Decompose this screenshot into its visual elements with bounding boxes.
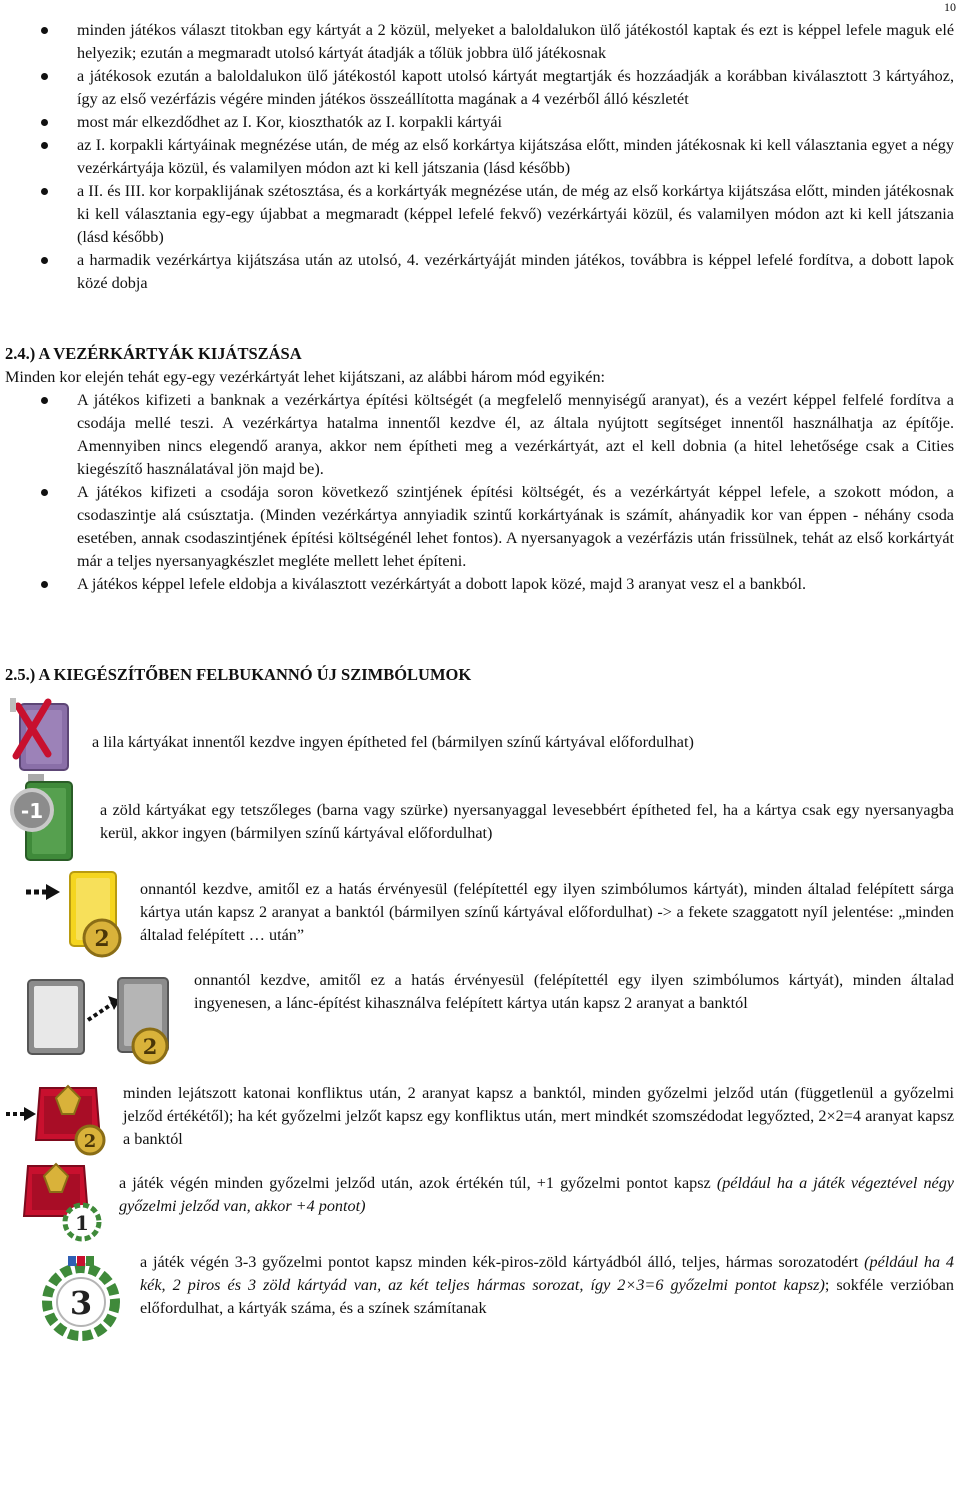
- chain-build-coin-icon: [22, 968, 174, 1066]
- page-number: 10: [944, 0, 956, 14]
- victory-token-point-icon: [22, 1156, 106, 1242]
- list-item: a harmadik vezérkártya kijátszása után az utolsó, 4. vezérkártyáját minden játékos, továbbra is képpel lefelé fordítva, a dobott lapok közé dobja: [0, 249, 960, 295]
- symbol-text-victory-example: (például ha a játék végeztével négy győzelmi jelződ van, akkor +4 pontot): [119, 1174, 954, 1215]
- laurel-three-points-icon: [38, 1252, 124, 1346]
- symbol-text-laurel-tail: ; sokféle verzióban előfordulhat, a kártyák száma, és a színek számítanak: [140, 1276, 954, 1317]
- green-card-discount-icon: [4, 772, 84, 864]
- section-heading-2-5: 2.5.) A KIEGÉSZÍTŐBEN FELBUKANNÓ ÚJ SZIMBÓLUMOK: [5, 665, 472, 684]
- symbol-text-victory: [119, 1172, 954, 1218]
- symbol-text-chain: onnantól kezdve, amitől ez a hatás érvényesül (felépítettél egy ilyen szimbólumos kártyát), minden általad ingyenesen, a lánc-építést kihasználva felépített kártya után kapsz 2 aranyat a banktól: [194, 971, 954, 1012]
- purple-card-free-icon: [4, 696, 72, 772]
- list-item: a játékosok ezután a baloldalukon ülő játékostól kapott utolsó kártyát megtartják és hozzáadják a korábban kiválasztott 3 kártyához, így az első vezérfázis végére minden játékos összeállította magának a 4 vezérből álló készletét: [0, 65, 960, 111]
- list-item: A játékos képpel lefele eldobja a kiválasztott vezérkártyát a dobott lapok közé, majd 3 aranyat vesz el a bankból.: [0, 573, 960, 596]
- military-victory-coin-icon: [4, 1074, 108, 1156]
- list-item: minden játékos választ titokban egy kártyát a 2 közül, melyeket a baloldalukon ülő játékostól kaptak és ezt is képpel lefele maguk elé helyezik; ezután a megmaradt utolsó kártyát átadják a tőlük jobbra ülő játékosnak: [0, 19, 960, 65]
- svg-text:3: 3: [69, 1284, 93, 1322]
- section-intro: Minden kor elején tehát egy-egy vezérkártyát lehet kijátszani, az alábbi három mód egyikén:: [5, 368, 606, 386]
- list-item: A játékos kifizeti a csodája soron következő szintjének építési költségét, és a vezérkártyát képpel lefele, a szokott módon, a csodaszintje alá csúsztatja. (Minden vezérkártya annyiadik szintű korkártyának is számít, ahányadik kor van éppen - néhány csoda esetében, annak csodaszintjének építési költségénél lehet fontos). A nyersanyagok a vezérfázis után frissülnek, tehát az első korkártyát már a teljes nyersanyagkészlet megléte mellett lehet építeni.: [0, 481, 960, 573]
- section-heading-2-4: 2.4.) A VEZÉRKÁRTYÁK KIJÁTSZÁSA: [5, 344, 302, 363]
- svg-text:2: 2: [83, 1131, 97, 1152]
- leader-play-options-list: [0, 389, 960, 596]
- svg-text:-1: -1: [20, 799, 44, 823]
- symbol-text-victory-main: a játék végén minden győzelmi jelződ után, azok értékén túl, +1 győzelmi pontot kapsz: [119, 1174, 717, 1192]
- svg-text:1: 1: [75, 1211, 89, 1235]
- symbol-text-purple: a lila kártyákat innentől kezdve ingyen építheted fel (bármilyen színű kártyával előfordulhat): [92, 733, 694, 751]
- list-item: A játékos kifizeti a banknak a vezérkártya építési költségét (a megfelelő mennyiségű aranyat), és a vezért képpel felfelé fordítva a csodája mellé teszi. A vezérkártya hatalma innentől kezdve él, az általa nyújtott segítséget innentől használhatja az építője. Amennyiben nincs elegendő aranya, akkor nem építheti meg a vezérkártyát, azt el kell dobnia (a hitel lehetősége csak a Cities kiegészítő használatával jön majd be).: [0, 389, 960, 481]
- list-item: most már elkezdődhet az I. Kor, kioszthatók az I. korpakli kártyái: [0, 111, 960, 134]
- symbol-text-yellow: onnantól kezdve, amitől ez a hatás érvényesül (felépítettél egy ilyen szimbólumos kártyát), minden általad felépített sárga kártya után kapsz 2 aranyat a banktól (bármilyen színű kártyával előfordulhat) -> a fekete szaggatott nyíl jelentése: „minden általad felépített … után”: [140, 880, 954, 944]
- svg-text:2: 2: [142, 1034, 158, 1059]
- svg-text:2: 2: [94, 926, 110, 952]
- list-item: a II. és III. kor korpaklijának szétosztása, és a korkártyák megnézése után, de még az első korkártya kijátszása előtt, minden játékosnak ki kell választania egy-egy újabbat a megmaradt (képpel lefelé fekvő) vezérkártyái közül, és valamilyen módon azt ki kell játszania (lásd később): [0, 180, 960, 249]
- top-bullet-list: [0, 19, 960, 295]
- list-item: az I. korpakli kártyáinak megnézése után, de még az első korkártya kijátszása előtt, minden játékosnak ki kell választania egyet a négy vezérkártyája közül, és valamilyen módon azt ki kell játszania (lásd később): [0, 134, 960, 180]
- symbol-text-laurel-example: (például ha 4 kék, 2 piros és 3 zöld kártyád van, az két teljes hármas sorozat, így 2×3=6 győzelmi pontot kapsz): [140, 1253, 954, 1294]
- symbol-text-laurel-main: a játék végén 3-3 győzelmi pontot kapsz minden kék-piros-zöld kártyádból álló, teljes, hármas sorozatodért: [140, 1253, 865, 1271]
- symbol-text-military: minden lejátszott katonai konfliktus után, 2 aranyat kapsz a banktól, minden győzelmi jelződ után (függetlenül a győzelmi jelződ értékétől); ha két győzelmi jelzőt kapsz egy konfliktus után, mert mindkét szomszédodat legyőzted, 2×2=4 aranyat kapsz a banktól: [123, 1084, 954, 1148]
- yellow-card-coin-icon: [22, 866, 126, 962]
- symbol-text-laurel: [140, 1251, 954, 1320]
- symbol-text-green: a zöld kártyákat egy tetszőleges (barna vagy szürke) nyersanyaggal levesebbért építheted fel, ha a kártya csak egy nyersanyagba kerül, akkor ingyen (bármilyen színű kártyával előfordulhat): [100, 801, 954, 842]
